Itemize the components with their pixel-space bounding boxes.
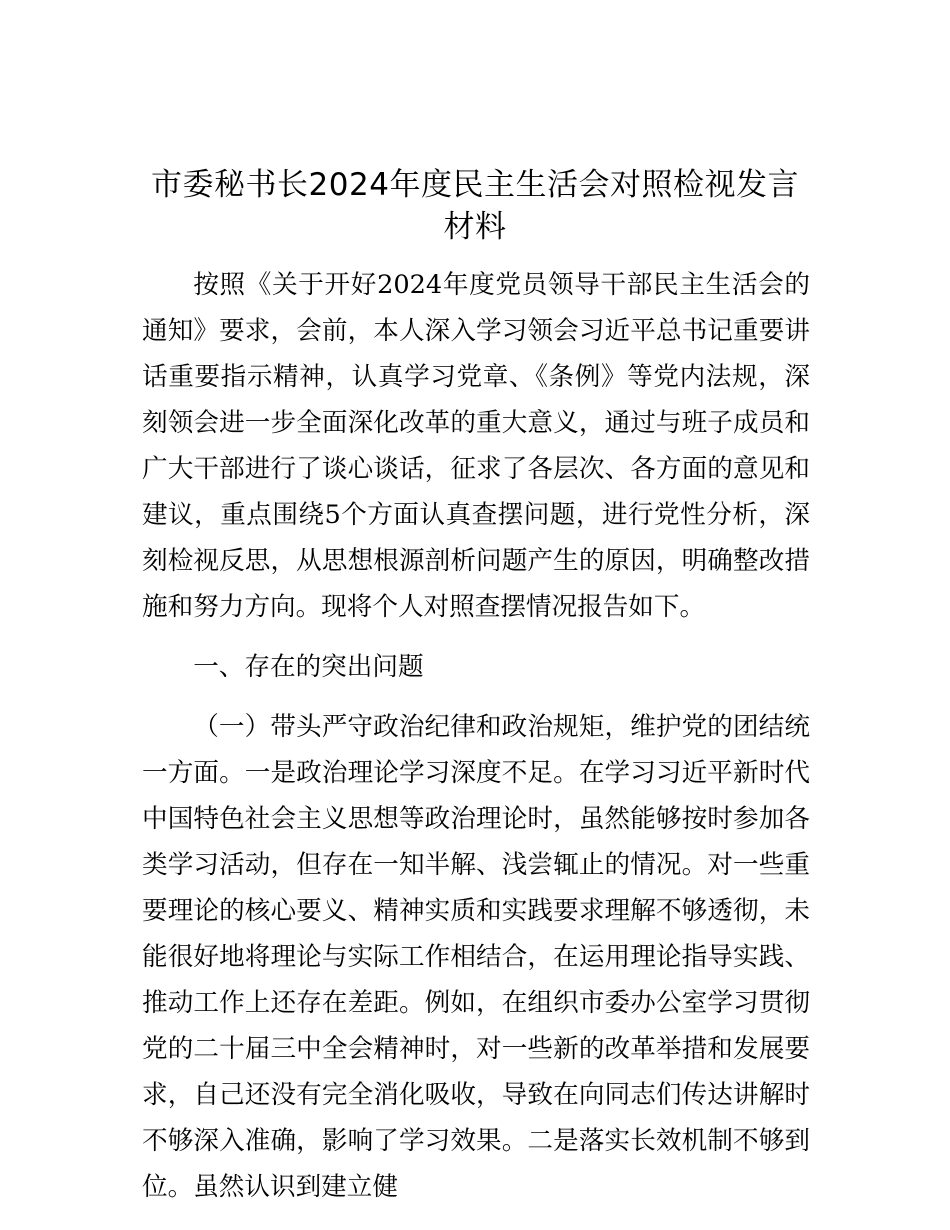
intro-paragraph: 按照《关于开好2024年度党员领导干部民主生活会的通知》要求，会前，本人深入学习领会习近平总书记重要讲话重要指示精神，认真学习党章、《条例》等党内法规，深刻领会进一步全面深化改革的重大意义，通过与班子成员和广大干部进行了谈心谈话，征求了各层次、各方面的意见和建议，重点围绕5个方面认真查摆问题，进行党性分析，深刻检视反思，从思想根源剖析问题产生的原因，明确整改措施和努力方向。现将个人对照查摆情况报告如下。 [142, 270, 810, 622]
document-body [142, 262, 810, 1210]
document-title: 市委秘书长2024年度民主生活会对照检视发言材料 [151, 167, 799, 245]
section-paragraph: （一）带头严守政治纪律和政治规矩，维护党的团结统一方面。一是政治理论学习深度不足。在学习习近平新时代中国特色社会主义思想等政治理论时，虽然能够按时参加各类学习活动，但存在一知半解、浅尝辄止的情况。对一些重要理论的核心要义、精神实质和实践要求理解不够透彻，未能很好地将理论与实际工作相结合，在运用理论指导实践、推动工作上还存在差距。例如，在组织市委办公室学习贯彻党的二十届三中全会精神时，对一些新的改革举措和发展要求，自己还没有完全消化吸收，导致在向同志们传达讲解时不够深入准确，影响了学习效果。二是落实长效机制不够到位。虽然认识到建立健 [142, 712, 810, 1202]
section-heading: 一、存在的突出问题 [193, 652, 424, 682]
